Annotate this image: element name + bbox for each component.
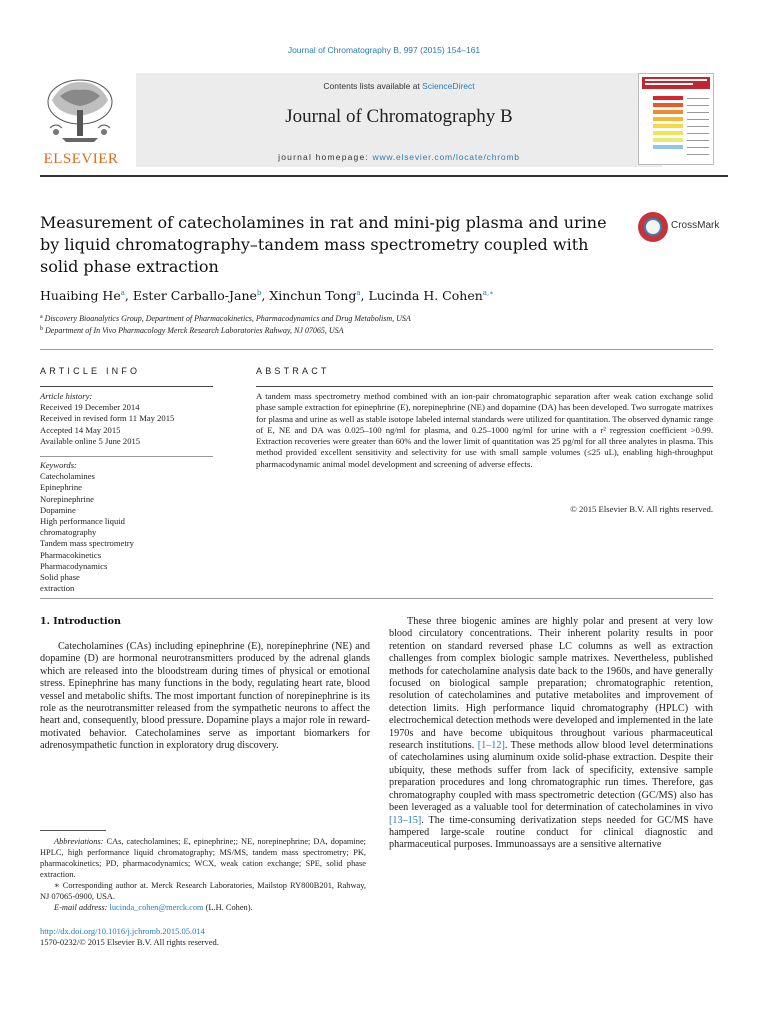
history-item: Received 19 December 2014 [40,402,140,413]
keywords-label: Keywords: [40,460,77,470]
article-title: Measurement of catecholamines in rat and mini-pig plasma and urine by liquid chromatography–tandem mass spectrometry coupled with solid phase extraction [40,213,607,276]
corresponding-footnote: ∗ Corresponding author at. Merck Research Laboratories, Mailstop RY800B201, Rahway, NJ 07065-0900, USA. [40,881,366,901]
affiliations [40,312,411,336]
elsevier-wordmark: ELSEVIER [43,151,119,167]
keyword-item: extraction [40,583,75,594]
contents-lists-line [136,81,662,91]
journal-name: Journal of Chromatography B [285,106,513,127]
journal-cover-thumbnail[interactable] [638,73,714,165]
homepage-link[interactable]: www.elsevier.com/locate/chromb [372,152,520,162]
sciencedirect-link[interactable]: ScienceDirect [422,81,475,91]
keyword-item: Norepinephrine [40,493,94,504]
section-divider [40,349,713,350]
body-divider [40,598,713,599]
affiliation-line: $^a$ Discovery Bioanalytics Group, Department of Pharmacokinetics, Pharmacodynamics and Drug Metabolism, USA [40,314,411,323]
author-affil-sup[interactable]: b [256,289,262,297]
affiliation-line: $^b$ Department of In Vivo Pharmacology Merck Research Laboratories Rahway, NJ 07065, USA [40,326,344,335]
author-affil-sup[interactable]: a [120,289,125,297]
email-link[interactable]: lucinda_cohen@merck.com [109,903,204,912]
elsevier-logo[interactable] [40,76,122,168]
article-history [40,391,213,447]
keywords [40,460,213,594]
author-name[interactable]: Xinchun Tong [269,288,357,303]
history-item: Received in revised form 11 May 2015 [40,413,175,424]
journal-masthead [40,73,728,167]
crossmark-badge[interactable] [638,212,718,244]
author-name[interactable]: Huaibing He [40,288,121,303]
journal-banner [136,73,662,167]
footnote-rule [40,830,106,831]
author-list: Huaibing He$^a$, Ester Carballo-Jane$^b$, Xinchun Tong$^a$, Lucinda H. Cohen$^{a,∗}$ [40,288,494,303]
history-item: Available online 5 June 2015 [40,435,141,446]
journal-homepage-line [136,152,662,162]
homepage-label: journal homepage: [278,152,373,162]
journal-citation[interactable]: Journal of Chromatography B, 997 (2015) 154–161 [287,45,481,55]
crossmark-label: CrossMark [671,220,720,231]
author-name[interactable]: Ester Carballo-Jane [132,288,257,303]
keyword-item: Pharmacodynamics [40,560,108,571]
keyword-item: Pharmacokinetics [40,549,102,560]
doi-block [40,926,219,948]
email-footnote: E-mail address: lucinda_cohen@merck.com (L.H. Cohen). [54,903,253,912]
keyword-item: Dopamine [40,504,76,515]
article-info-rule [40,386,213,387]
abstract-copyright: © 2015 Elsevier B.V. All rights reserved. [570,504,713,514]
history-item: Accepted 14 May 2015 [40,424,121,435]
author-name[interactable]: Lucinda H. Cohen [368,288,483,303]
abstract-text: A tandem mass spectrometry method combined with an ion-pair chromatographic separation after weak cation exchange solid phase sample extraction for epinephrine (E), norepinephrine (NE) and dopamine (DA) has been developed. Two surrogate matrixes for plasma and urine as well as stable isotope labeled internal standards were utilized for quantitation. The observed dynamic range of E, NE and DA was 0.025–100 ng/ml for plasma, and 0.25–1000 ng/ml for urine with a r² regression coefficient >0.99. Extraction recoveries were greater than 60% and the lower limit of quantitation was 25 pg/ml for all three analytes in plasma. This method provided excellent sensitivity and selectivity for use with small sample volumes (≤25 uL), enabling high-throughput pharmacodynamic animal model development and screening of adverse effects. [256,391,713,469]
citation-link[interactable]: [1–12] [477,740,505,752]
citation-link[interactable]: [13–15] [389,814,422,826]
keyword-item: Epinephrine [40,482,82,493]
intro-right-paragraph: These three biogenic amines are highly polar and present at very low blood circulatory concentrations. Their inherent polarity results in poor retention on standard reversed phase LC columns as well as extraction challenges from complex biologic sample matrixes. Nevertheless, published methods for catecholamine analysis date back to the 1960s, and have generally focused on biological sample preparation; chromatographic retention, resolution of catecholamines and putative metabolites and improvement of detection limits. High performance liquid chromatography (HPLC) with electrochemical detection methods were developed and implemented in the late 1970s and have become ubiquitous throughout various pharmaceutical research institutions. [1–12]. These methods allow blood level determinations of catecholamines using aluminum oxide solid-phase extraction. Despite their ubiquity, these methods suffer from lack of specificity, extensive sample preparation procedures and long chromatographic run times. Therefore, gas chromatography coupled with mass spectrometric detection (GC/MS) also has been leveraged as a valuable tool for determination of catecholamines in vivo [13–15]. The time-consuming derivatization steps needed for GC/MS have hampered large-scale routine conduct for clinical diagnostic and pharmaceutical purposes. Immunoassays are a sensitive alternative [389,616,714,851]
crossmark-icon [638,212,668,242]
article-title-block [40,212,630,278]
masthead-divider [40,175,728,177]
keywords-rule [40,456,213,457]
author-affil-sup[interactable]: a [356,289,361,297]
footnotes [40,836,366,913]
intro-heading: 1. Introduction [40,616,121,627]
intro-left-paragraph: Catecholamines (CAs) including epinephrine (E), norepinephrine (NE) and dopamine (D) are hormonal neurotransmitters produced by the adrenal glands which are released into the bloodstream during times of physical or emotional stress. Epinephrine has many functions in the body, regulating heart rate, blood vessel and metabolic shifts. The most important function of norepinephrine is its role as the neurotransmitter released from the sympathetic neurons to affect the heart and, consequently, blood pressure. Dopamine plays a major role in reward-motivated behavior. Catecholamines serve as important biomarkers for adrenosympathetic function in exploratory drug discovery. [40,641,370,752]
keyword-item: Tandem mass spectrometry [40,538,134,549]
keyword-item: High performance liquid [40,516,125,527]
elsevier-tree-icon [42,76,118,146]
keyword-item: Catecholamines [40,471,95,482]
contents-prefix: Contents lists available at [323,81,423,91]
abstract-rule [256,386,713,387]
history-label: Article history: [40,391,93,401]
issn-line: 1570-0232/© 2015 Elsevier B.V. All rights reserved. [40,937,219,947]
doi-link[interactable]: http://dx.doi.org/10.1016/j.jchromb.2015.05.014 [40,926,205,936]
keyword-item: Solid phase [40,572,80,583]
keyword-item: chromatography [40,527,97,538]
abbreviations-footnote: Abbreviations: CAs, catecholamines; E, epinephrine;; NE, norepinephrine; DA, dopamine; HPLC, high performance liquid chromatography; MS/MS, tandem mass spectrometry; PK, pharmacokinetics; PD, pharmacodynamics; WCX, weak cation exchange; SPE, solid phase extraction. [40,837,366,879]
abstract-heading: ABSTRACT [256,366,330,376]
author-affil-sup[interactable]: a,∗ [482,289,494,297]
article-info-heading: ARTICLE INFO [40,366,141,376]
